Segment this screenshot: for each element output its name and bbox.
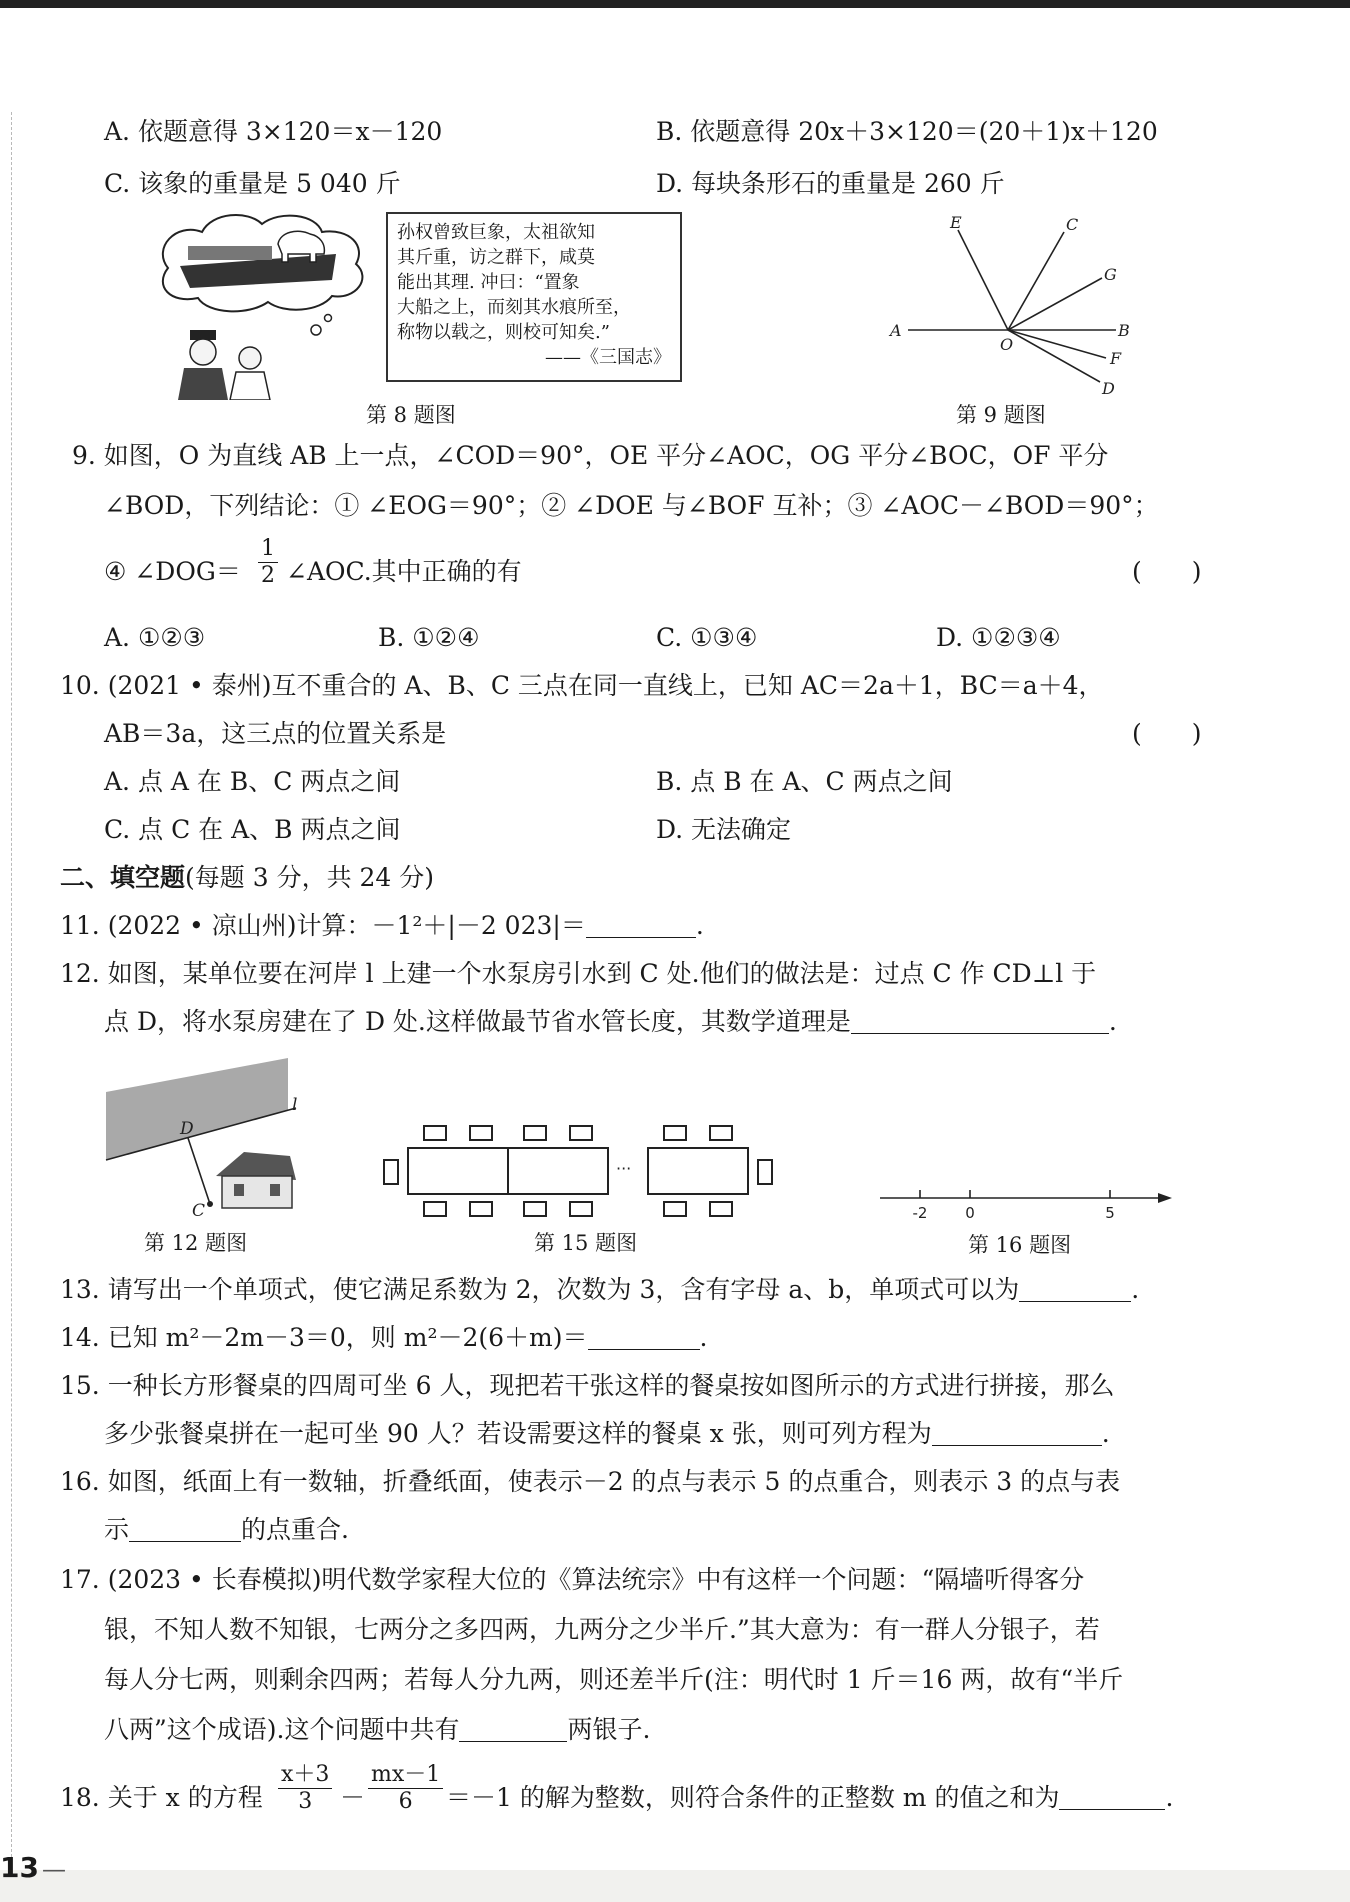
q18-fraction-1-numerator: x＋3 xyxy=(278,1762,332,1789)
label-c-point: C xyxy=(192,1201,206,1221)
q9-line3b: ∠AOC.其中正确的有 xyxy=(286,557,522,586)
q14-answer-blank xyxy=(588,1324,700,1350)
table-1 xyxy=(408,1148,508,1194)
q18-text-b: ＝－1 的解为整数，则符合条件的正整数 m 的值之和为 . xyxy=(446,1783,1174,1812)
caption-fig8: 第 8 题图 xyxy=(366,403,456,427)
ray-od xyxy=(1008,330,1100,382)
q9-line3a: ④ ∠DOG＝ xyxy=(104,557,241,586)
q8-option-d: D. 每块条形石的重量是 260 斤 xyxy=(656,169,1005,198)
q9-fraction-numerator: 1 xyxy=(258,536,278,563)
figure-person-right xyxy=(230,347,270,400)
q10-option-b: B. 点 B 在 A、C 两点之间 xyxy=(656,767,953,796)
q18-answer-blank xyxy=(1059,1784,1165,1810)
q18-fraction-1-denominator: 3 xyxy=(298,1789,313,1814)
ellipsis: ··· xyxy=(616,1159,632,1178)
q10-answer-paren: ( ) xyxy=(1132,719,1202,748)
q10-option-d: D. 无法确定 xyxy=(656,815,792,844)
q18-fraction-2-numerator: mx－1 xyxy=(368,1762,443,1789)
q17-line2: 银，不知人数不知银，七两分之多四两，九两分之少半斤.”其大意为：有一群人分银子，若 xyxy=(104,1615,1100,1644)
q16-answer-blank xyxy=(129,1516,241,1542)
tick-zero: 0 xyxy=(965,1204,975,1222)
river-area xyxy=(106,1058,288,1160)
quote-source: ——《三国志》 xyxy=(545,347,671,368)
caption-fig9: 第 9 题图 xyxy=(956,403,1046,427)
top-border xyxy=(0,0,1350,8)
house-icon xyxy=(216,1152,296,1208)
q9-fraction xyxy=(258,536,278,589)
quote-line: 其斤重，访之群下，咸莫 xyxy=(397,247,595,268)
bottom-shade xyxy=(0,1870,1350,1902)
quote-line: 称物以载之，则校可知矣.” xyxy=(397,322,610,343)
label-c: C xyxy=(1066,215,1079,234)
q16-line1: 16. 如图，纸面上有一数轴，折叠纸面，使表示－2 的点与表示 5 的点重合，则表示 3 的点与表 xyxy=(60,1467,1121,1496)
boat-cargo xyxy=(188,246,272,260)
angle-diagram xyxy=(880,210,1140,400)
segment-cd xyxy=(188,1138,210,1204)
caption-fig15: 第 15 题图 xyxy=(534,1231,638,1255)
ray-of xyxy=(1008,330,1106,358)
q15-line2: 多少张餐桌拼在一起可坐 90 人？若设需要这样的餐桌 x 张，则可列方程为 . xyxy=(104,1419,1110,1448)
label-a: A xyxy=(890,321,902,340)
tick-five: 5 xyxy=(1105,1204,1115,1222)
q13: 13. 请写出一个单项式，使它满足系数为 2，次数为 3，含有字母 a、b，单项式可以为 . xyxy=(60,1275,1140,1304)
q12-line2: 点 D，将水泵房建在了 D 处.这样做最节省水管长度，其数学道理是 . xyxy=(104,1007,1117,1036)
section-note: (每题 3 分，共 24 分) xyxy=(185,863,435,892)
q17-line3: 每人分七两，则剩余四两；若每人分九两，则还差半斤(注：明代时 1 斤＝16 两，故有“半斤 xyxy=(104,1665,1124,1694)
page-number: 13 xyxy=(0,1851,39,1884)
q8-option-b: B. 依题意得 20x＋3×120＝(20＋1)x＋120 xyxy=(656,117,1158,146)
label-d: D xyxy=(1102,379,1115,398)
caption-fig12: 第 12 题图 xyxy=(144,1231,248,1255)
q11-text: 11. (2022 • 凉山州)计算：－1²＋|－2 023|＝ xyxy=(60,911,586,940)
q8-option-c: C. 该象的重量是 5 040 斤 xyxy=(104,169,401,198)
table-3 xyxy=(648,1148,748,1194)
page-dash: — xyxy=(42,1855,66,1883)
riverbank-figure xyxy=(100,1052,320,1222)
table-2 xyxy=(508,1148,608,1194)
q14: 14. 已知 m²－2m－3＝0，则 m²－2(6＋m)＝ . xyxy=(60,1323,708,1352)
q9-option-d: D. ①②③④ xyxy=(936,623,1061,652)
tick-minus2: -2 xyxy=(912,1204,928,1222)
caption-fig16: 第 16 题图 xyxy=(968,1233,1072,1257)
q9-answer-paren: ( ) xyxy=(1132,557,1202,586)
q12-answer-blank xyxy=(851,1008,1109,1034)
label-f: F xyxy=(1110,349,1122,368)
section-heading xyxy=(60,862,434,894)
ray-oe xyxy=(958,230,1008,330)
q9-line1: 9. 如图，O 为直线 AB 上一点，∠COD＝90°，OE 平分∠AOC，OG 平分∠BOC，OF 平分 xyxy=(72,441,1109,470)
section-title: 二、填空题 xyxy=(60,863,186,892)
q9-fraction-denominator: 2 xyxy=(261,563,275,588)
q9-line2: ∠BOD，下列结论：① ∠EOG＝90°；② ∠DOE 与∠BOF 互补；③ ∠AOC－∠BOD＝90°； xyxy=(104,491,1159,520)
q9-option-c: C. ①③④ xyxy=(656,623,758,652)
label-e: E xyxy=(950,213,962,232)
q10-line1: 10. (2021 • 泰州)互不重合的 A、B、C 三点在同一直线上，已知 AC＝2a＋1，BC＝a＋4， xyxy=(60,671,1104,700)
q13-answer-blank xyxy=(1019,1276,1131,1302)
label-g: G xyxy=(1104,265,1117,284)
axis-arrow-icon xyxy=(1158,1193,1172,1203)
q15-answer-blank xyxy=(932,1420,1102,1446)
q8-option-a: A. 依题意得 3×120＝x－120 xyxy=(104,117,443,146)
q17-line1: 17. (2023 • 长春模拟)明代数学家程大位的《算法统宗》中有这样一个问题：“隔墙听得客分 xyxy=(60,1565,1085,1594)
label-o: O xyxy=(1000,335,1014,354)
q10-option-c: C. 点 C 在 A、B 两点之间 xyxy=(104,815,401,844)
quote-box xyxy=(386,212,682,382)
number-line-figure xyxy=(876,1188,1176,1228)
label-l: l xyxy=(292,1095,298,1115)
elephant-boat-illustration xyxy=(150,210,390,400)
margin-rule xyxy=(11,112,12,1872)
q18-fraction-2-denominator: 6 xyxy=(398,1789,413,1814)
tables-figure xyxy=(380,1116,800,1228)
q17-answer-blank xyxy=(459,1716,567,1742)
q17-line4: 八两”这个成语).这个问题中共有 两银子. xyxy=(104,1715,651,1744)
q18-text-a: 18. 关于 x 的方程 xyxy=(60,1783,263,1812)
q11-answer-blank xyxy=(586,912,696,938)
figure-person-left xyxy=(178,330,228,400)
label-b: B xyxy=(1118,321,1130,340)
q12-line1: 12. 如图，某单位要在河岸 l 上建一个水泵房引水到 C 处.他们的做法是：过点 C 作 CD⊥l 于 xyxy=(60,959,1097,988)
quote-line: 大船之上，而刻其水痕所至， xyxy=(397,297,631,318)
q16-line2: 示 的点重合. xyxy=(104,1515,349,1544)
quote-line: 能出其理. 冲曰：“置象 xyxy=(397,272,580,293)
label-d-point: D xyxy=(180,1119,194,1139)
quote-line: 孙权曾致巨象，太祖欲知 xyxy=(397,222,595,243)
q9-option-b: B. ①②④ xyxy=(378,623,480,652)
q11: 11. (2022 • 凉山州)计算：－1²＋|－2 023|＝ . xyxy=(60,911,704,940)
q10-option-a: A. 点 A 在 B、C 两点之间 xyxy=(104,767,401,796)
q18-minus: － xyxy=(340,1783,366,1812)
q10-line2: AB＝3a，这三点的位置关系是 xyxy=(104,719,447,748)
q18-fraction-1 xyxy=(278,1762,332,1815)
q15-line1: 15. 一种长方形餐桌的四周可坐 6 人，现把若干张这样的餐桌按如图所示的方式进行拼接，那么 xyxy=(60,1371,1115,1400)
q9-option-a: A. ①②③ xyxy=(104,623,206,652)
q18-fraction-2 xyxy=(368,1762,443,1815)
